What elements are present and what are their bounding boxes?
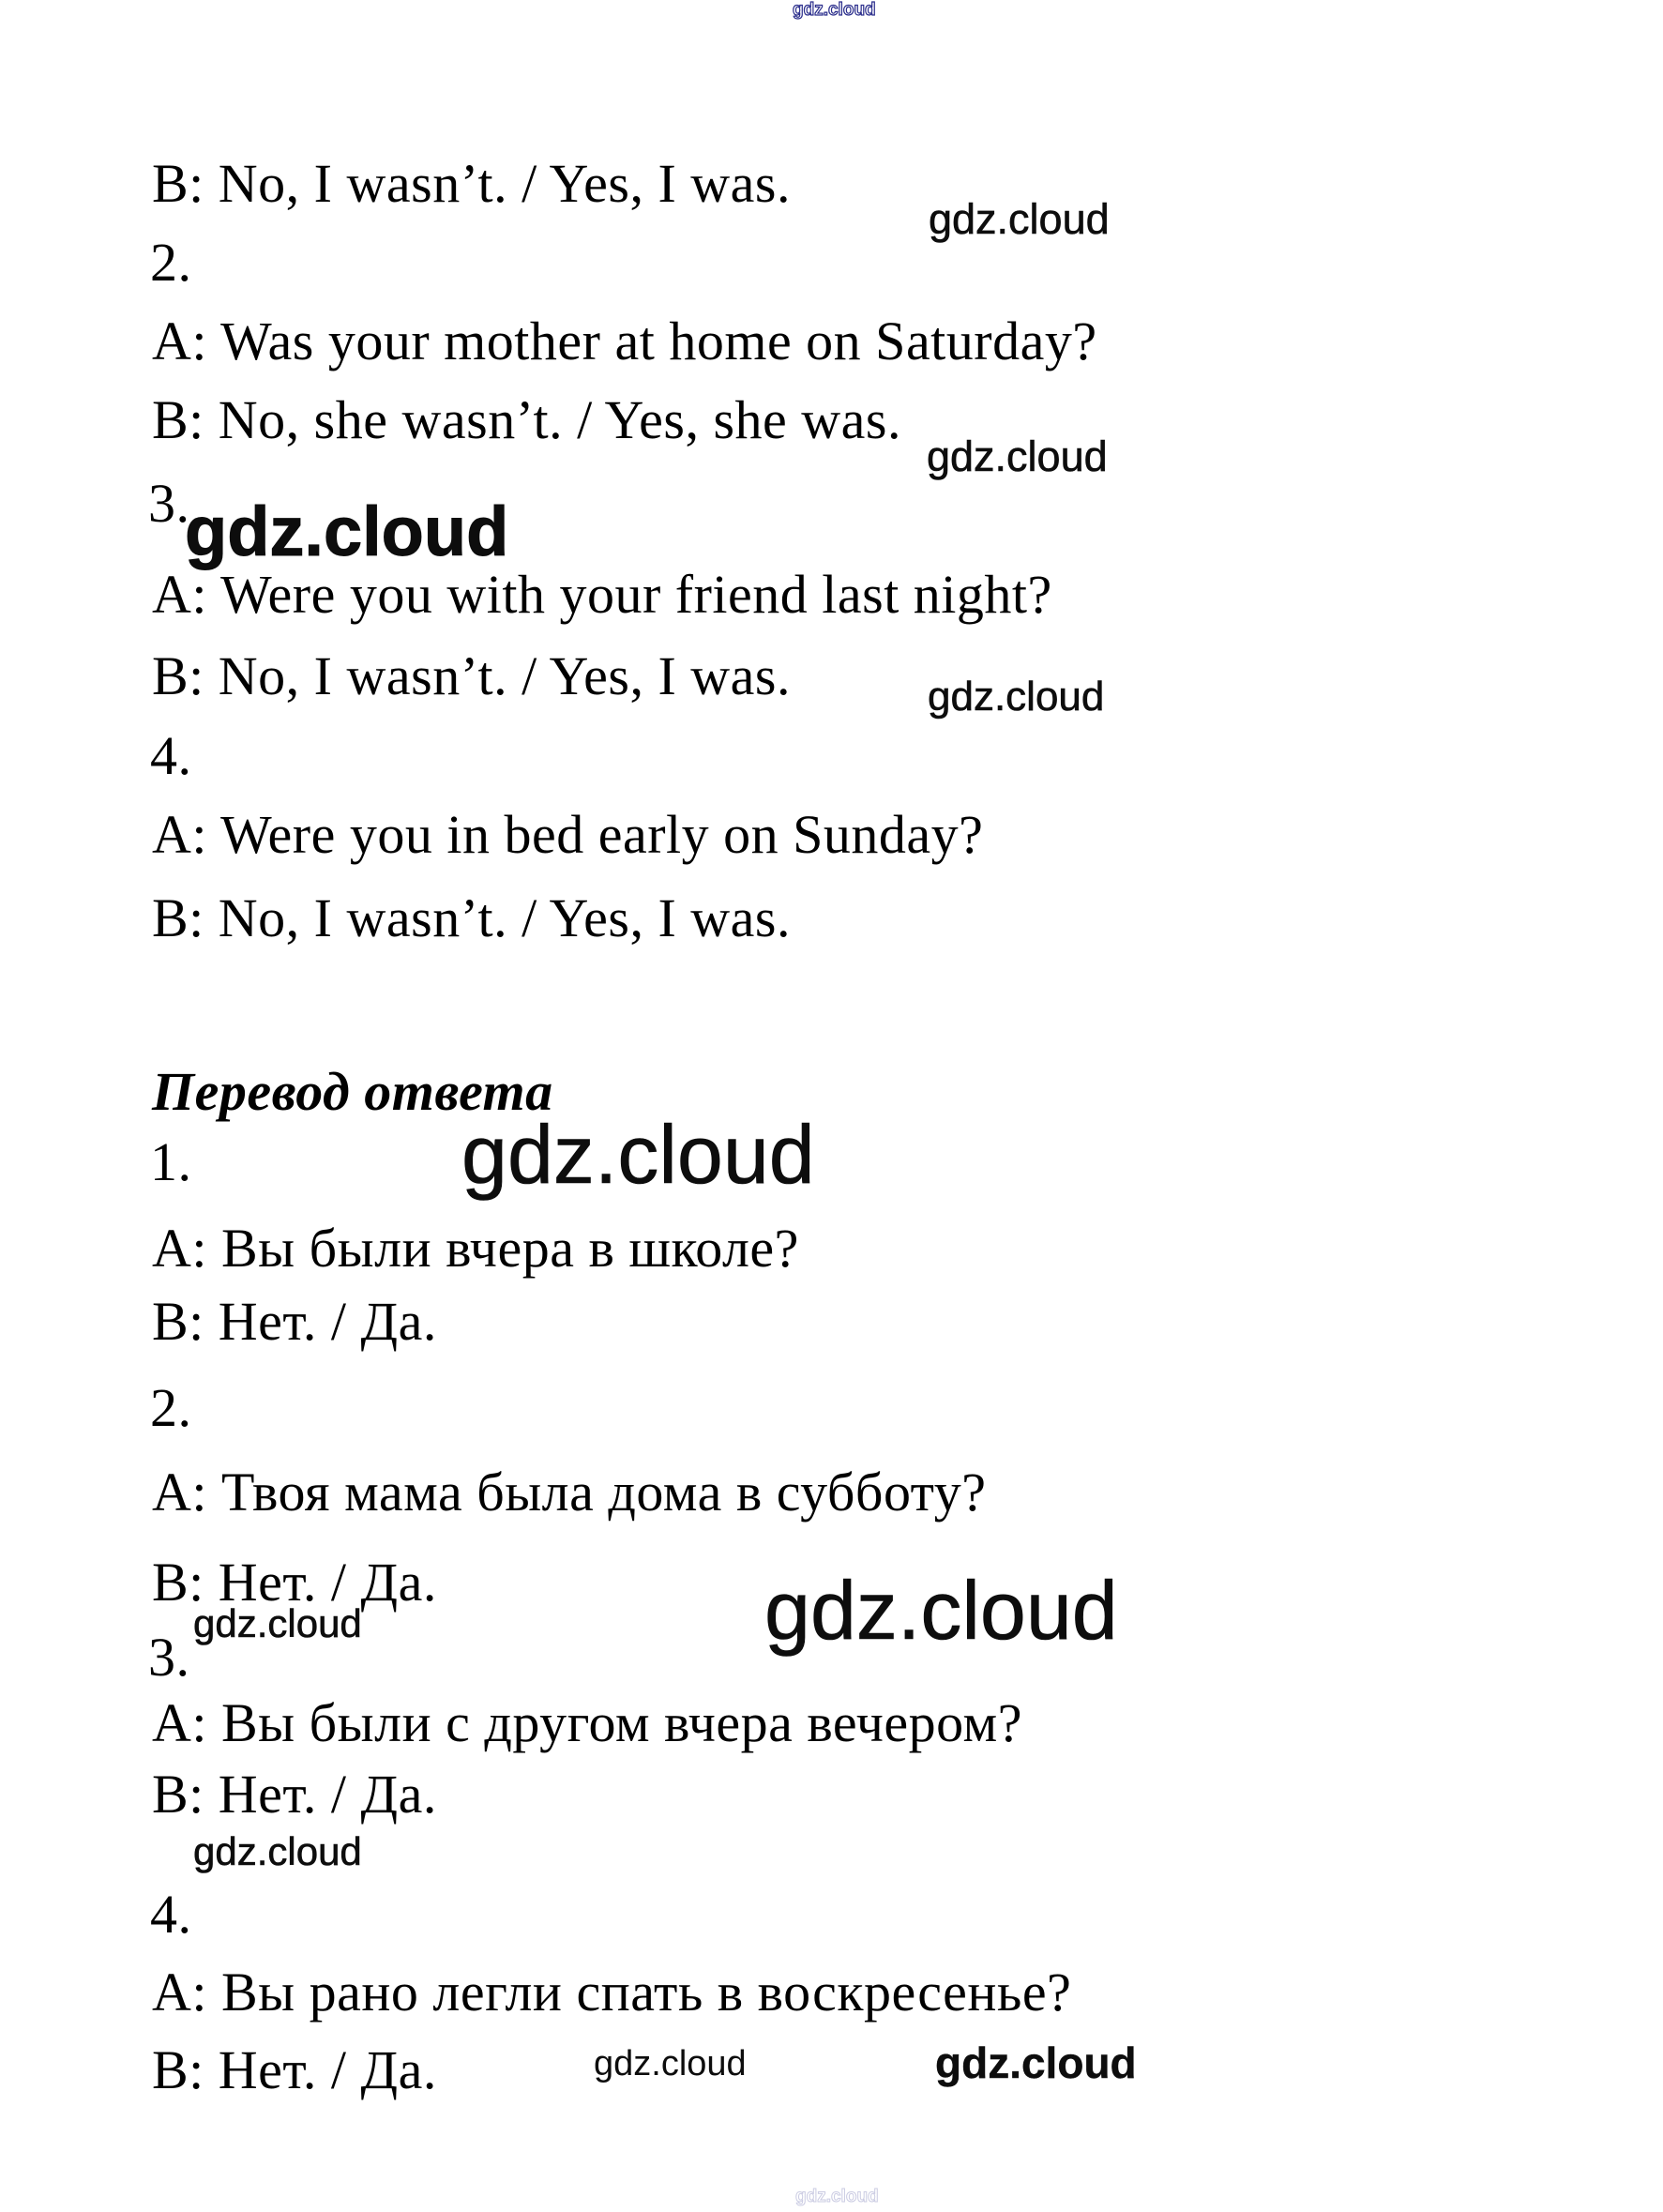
dialogue-line-en-b3: B: No, I wasn’t. / Yes, I was. [152,645,791,706]
dialogue-number-ru-3: 3. [148,1627,190,1688]
dialogue-line-ru-a2: A: Твоя мама была дома в субботу? [152,1462,987,1523]
watermark-left-1: gdz.cloud [193,1601,362,1645]
dialogue-line-en-b4: B: No, I wasn’t. / Yes, I was. [152,887,791,948]
dialogue-line-ru-a4: A: Вы рано легли спать в воскресенье? [152,1962,1072,2023]
dialogue-number-en-2: 2. [150,232,192,293]
dialogue-line-ru-b2: B: Нет. / Да. [152,1552,437,1613]
dialogue-line-en-b2: B: No, she wasn’t. / Yes, she was. [152,389,901,450]
dialogue-line-en-a3: A: Were you with your friend last night? [152,564,1052,625]
watermark-large-1: gdz.cloud [461,1108,815,1201]
watermark-inline-3: gdz.cloud [185,492,509,570]
watermark-bottom-right: gdz.cloud [935,2038,1137,2087]
watermark-right-1: gdz.cloud [929,195,1110,243]
dialogue-line-ru-b4: B: Нет. / Да. [152,2039,437,2100]
watermark-bottom-center: gdz.cloud [795,2187,879,2206]
watermark-bottom-left: gdz.cloud [594,2044,747,2083]
dialogue-line-ru-a1: A: Вы были вчера в школе? [152,1218,799,1279]
dialogue-line-ru-a3: A: Вы были с другом вчера вечером? [152,1692,1022,1753]
dialogue-number-en-4: 4. [150,725,192,786]
dialogue-line-ru-b3: B: Нет. / Да. [152,1764,437,1825]
dialogue-line-en-a4: A: Were you in bed early on Sunday? [152,804,984,865]
watermark-right-3: gdz.cloud [928,674,1105,720]
translation-heading: Перевод ответа [152,1061,553,1122]
dialogue-line-en-b1: B: No, I wasn’t. / Yes, I was. [152,153,791,214]
watermark-large-2: gdz.cloud [764,1564,1118,1657]
dialogue-line-en-a2: A: Was your mother at home on Saturday? [152,311,1097,371]
dialogue-number-en-3: 3. [148,473,190,534]
dialogue-number-ru-4: 4. [150,1884,192,1945]
dialogue-number-ru-2: 2. [150,1377,192,1438]
watermark-top-center: gdz.cloud [793,0,876,20]
dialogue-line-ru-b1: B: Нет. / Да. [152,1291,437,1352]
dialogue-number-ru-1: 1. [150,1131,192,1192]
watermark-right-2: gdz.cloud [927,432,1108,480]
watermark-left-2: gdz.cloud [193,1829,362,1873]
